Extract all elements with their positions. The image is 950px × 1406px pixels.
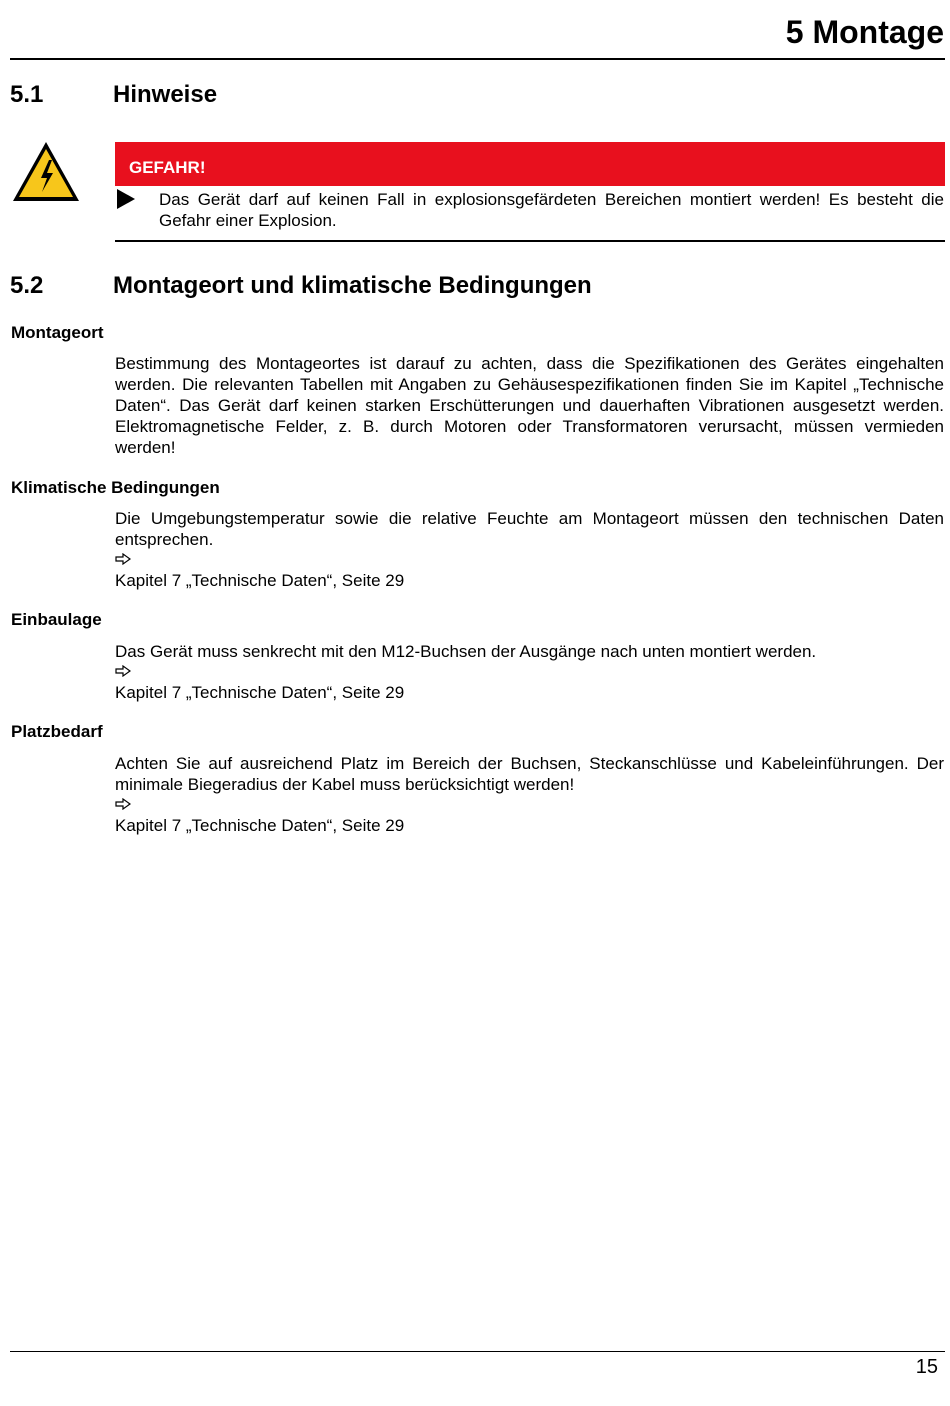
label-klimatische-bedingungen: Klimatische Bedingungen: [11, 478, 220, 497]
header-rule: [10, 58, 945, 60]
paragraph-montageort: Bestimmung des Montageortes ist darauf zu achten, dass die Spezifikationen des Gerätes eingehalten werden. Die relevanten Tabellen mit Angaben zu Gehäusespezifikationen finden Sie im Kapitel „Technische Daten“. Das Gerät darf keinen starken Erschütterungen und dauerhaften Vibrationen ausgesetzt werden. Elektromagnetische Felder, z. B. durch Motoren oder Transformatoren verursacht, müssen vermieden werden!: [115, 354, 944, 457]
section-number: 5.2: [10, 272, 44, 299]
cross-reference-arrow-icon: [115, 553, 131, 565]
section-title: Montageort und klimatische Bedingungen: [113, 272, 592, 299]
paragraph-einbaulage: Das Gerät muss senkrecht mit den M12-Buchsen der Ausgänge nach unten montiert werden.: [115, 642, 817, 661]
cross-reference-link-klima[interactable]: Kapitel 7 „Technische Daten“, Seite 29: [115, 571, 405, 590]
cross-reference-arrow-icon: [115, 798, 131, 810]
section-number: 5.1: [10, 81, 44, 108]
section-heading-montageort: [10, 272, 592, 300]
page-number: 15: [915, 1356, 938, 1378]
label-montageort: Montageort: [11, 323, 104, 342]
bullet-arrow-icon: [117, 189, 135, 209]
label-platzbedarf: Platzbedarf: [11, 722, 103, 741]
cross-reference-link-platzbedarf[interactable]: Kapitel 7 „Technische Daten“, Seite 29: [115, 816, 405, 835]
paragraph-klimatische-bedingungen: Die Umgebungstemperatur sowie die relative Feuchte am Montageort müssen den technischen Daten entsprechen.: [115, 509, 944, 549]
electrical-hazard-warning-icon: [11, 140, 81, 203]
label-einbaulage: Einbaulage: [11, 610, 102, 629]
warning-rule: [115, 240, 945, 242]
paragraph-platzbedarf: Achten Sie auf ausreichend Platz im Bereich der Buchsen, Steckanschlüsse und Kabeleinführungen. Der minimale Biegeradius der Kabel muss berücksichtigt werden!: [115, 754, 944, 794]
section-title: Hinweise: [113, 81, 218, 108]
chapter-title: 5 Montage: [785, 14, 944, 50]
section-heading-hinweise: [10, 81, 217, 109]
footer-rule: [10, 1351, 945, 1352]
cross-reference-arrow-icon: [115, 665, 131, 677]
cross-reference-link-einbaulage[interactable]: Kapitel 7 „Technische Daten“, Seite 29: [115, 683, 405, 702]
danger-text: Das Gerät darf auf keinen Fall in explosionsgefärdeten Bereichen montiert werden! Es besteht die Gefahr einer Explosion.: [159, 190, 944, 230]
danger-banner: GEFAHR!: [115, 142, 945, 186]
